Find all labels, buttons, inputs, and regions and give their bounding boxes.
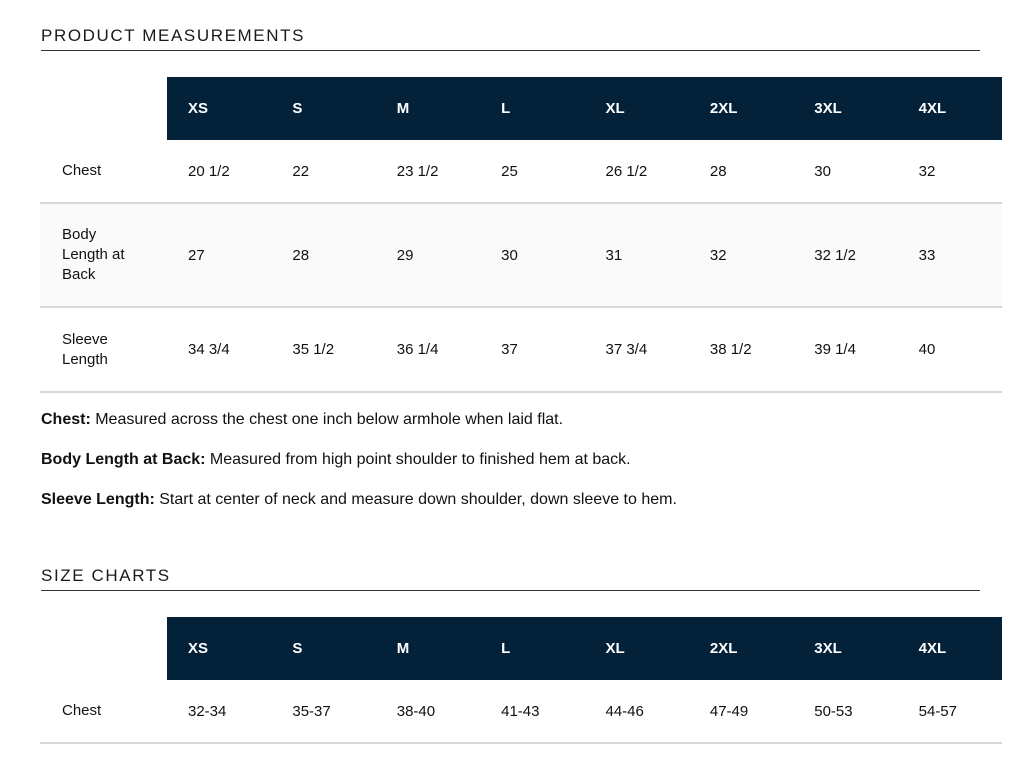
size-header-s: S	[292, 640, 303, 657]
row-label: Body Length at Back	[62, 226, 125, 283]
note-term: Sleeve Length:	[41, 491, 155, 508]
size-header-4xl: 4XL	[918, 640, 947, 657]
table-cell: 34 3/4	[187, 341, 230, 358]
measurement-definitions	[41, 410, 677, 530]
table-cell: 35-37	[292, 702, 331, 720]
table-row-body-length	[40, 204, 1002, 308]
table-cell: 38 1/2	[709, 341, 752, 358]
table-cell: 22	[292, 162, 310, 180]
note-term: Chest:	[41, 411, 91, 428]
table-cell: 20 1/2	[187, 162, 230, 180]
size-header-row	[167, 617, 1002, 680]
table-row-chest	[40, 680, 1002, 744]
size-header-2xl: 2XL	[709, 640, 738, 657]
note-text: Start at center of neck and measure down shoulder, down sleeve to hem.	[154, 491, 677, 508]
note-text: Measured across the chest one inch below armhole when laid flat.	[90, 411, 564, 428]
size-header-row	[167, 77, 1002, 140]
table-cell: 47-49	[709, 702, 749, 720]
size-charts-title: SIZE CHARTS	[41, 566, 980, 591]
table-cell: 25	[501, 162, 518, 180]
table-cell: 33	[918, 246, 936, 264]
table-cell: 36 1/4	[396, 341, 439, 358]
size-header-l: L	[501, 640, 511, 657]
note-body-length	[41, 450, 677, 470]
table-cell: 32	[918, 162, 936, 180]
size-header-3xl: 3XL	[814, 100, 842, 117]
size-header-s: S	[292, 100, 303, 117]
size-header-xs: XS	[188, 640, 209, 657]
table-cell: 41-43	[501, 702, 540, 720]
table-cell: 27	[187, 246, 205, 264]
table-cell: 38-40	[396, 702, 436, 720]
table-row-chest	[40, 140, 1002, 204]
size-header-m: M	[396, 640, 410, 657]
size-header-4xl: 4XL	[918, 100, 947, 117]
table-cell: 37	[501, 341, 518, 358]
note-text: Measured from high point shoulder to finished hem at back.	[205, 451, 631, 468]
table-cell: 28	[292, 246, 310, 264]
row-label: Sleeve Length	[62, 330, 108, 368]
table-cell: 54-57	[918, 702, 957, 720]
size-header-2xl: 2XL	[709, 100, 738, 117]
size-header-m: M	[396, 100, 410, 117]
table-cell: 23 1/2	[396, 162, 439, 180]
table-cell: 44-46	[605, 702, 644, 720]
size-header-xs: XS	[188, 100, 209, 117]
row-label: Chest	[62, 162, 102, 179]
table-cell: 32-34	[187, 702, 227, 720]
table-cell: 40	[918, 341, 936, 358]
table-cell: 31	[605, 246, 623, 264]
table-cell: 50-53	[814, 702, 853, 720]
table-cell: 29	[396, 246, 414, 264]
row-label: Chest	[62, 702, 102, 719]
table-cell: 30	[814, 162, 831, 180]
size-header-3xl: 3XL	[814, 640, 842, 657]
table-cell: 39 1/4	[814, 341, 856, 358]
size-chart-table	[40, 617, 1002, 744]
table-cell: 26 1/2	[605, 162, 648, 180]
table-cell: 28	[709, 162, 727, 180]
table-cell: 32 1/2	[814, 246, 856, 264]
size-header-l: L	[501, 100, 511, 117]
table-cell: 35 1/2	[292, 341, 335, 358]
table-cell: 32	[709, 246, 727, 264]
note-term: Body Length at Back:	[41, 451, 206, 468]
size-header-xl: XL	[605, 640, 625, 657]
note-sleeve-length	[41, 490, 677, 510]
table-cell: 37 3/4	[605, 341, 648, 358]
note-chest	[41, 410, 677, 430]
product-measurements-title: PRODUCT MEASUREMENTS	[41, 26, 980, 51]
size-header-xl: XL	[605, 100, 625, 117]
measurements-table	[40, 77, 1002, 393]
table-cell: 30	[501, 246, 518, 264]
table-row-sleeve-length	[40, 308, 1002, 393]
